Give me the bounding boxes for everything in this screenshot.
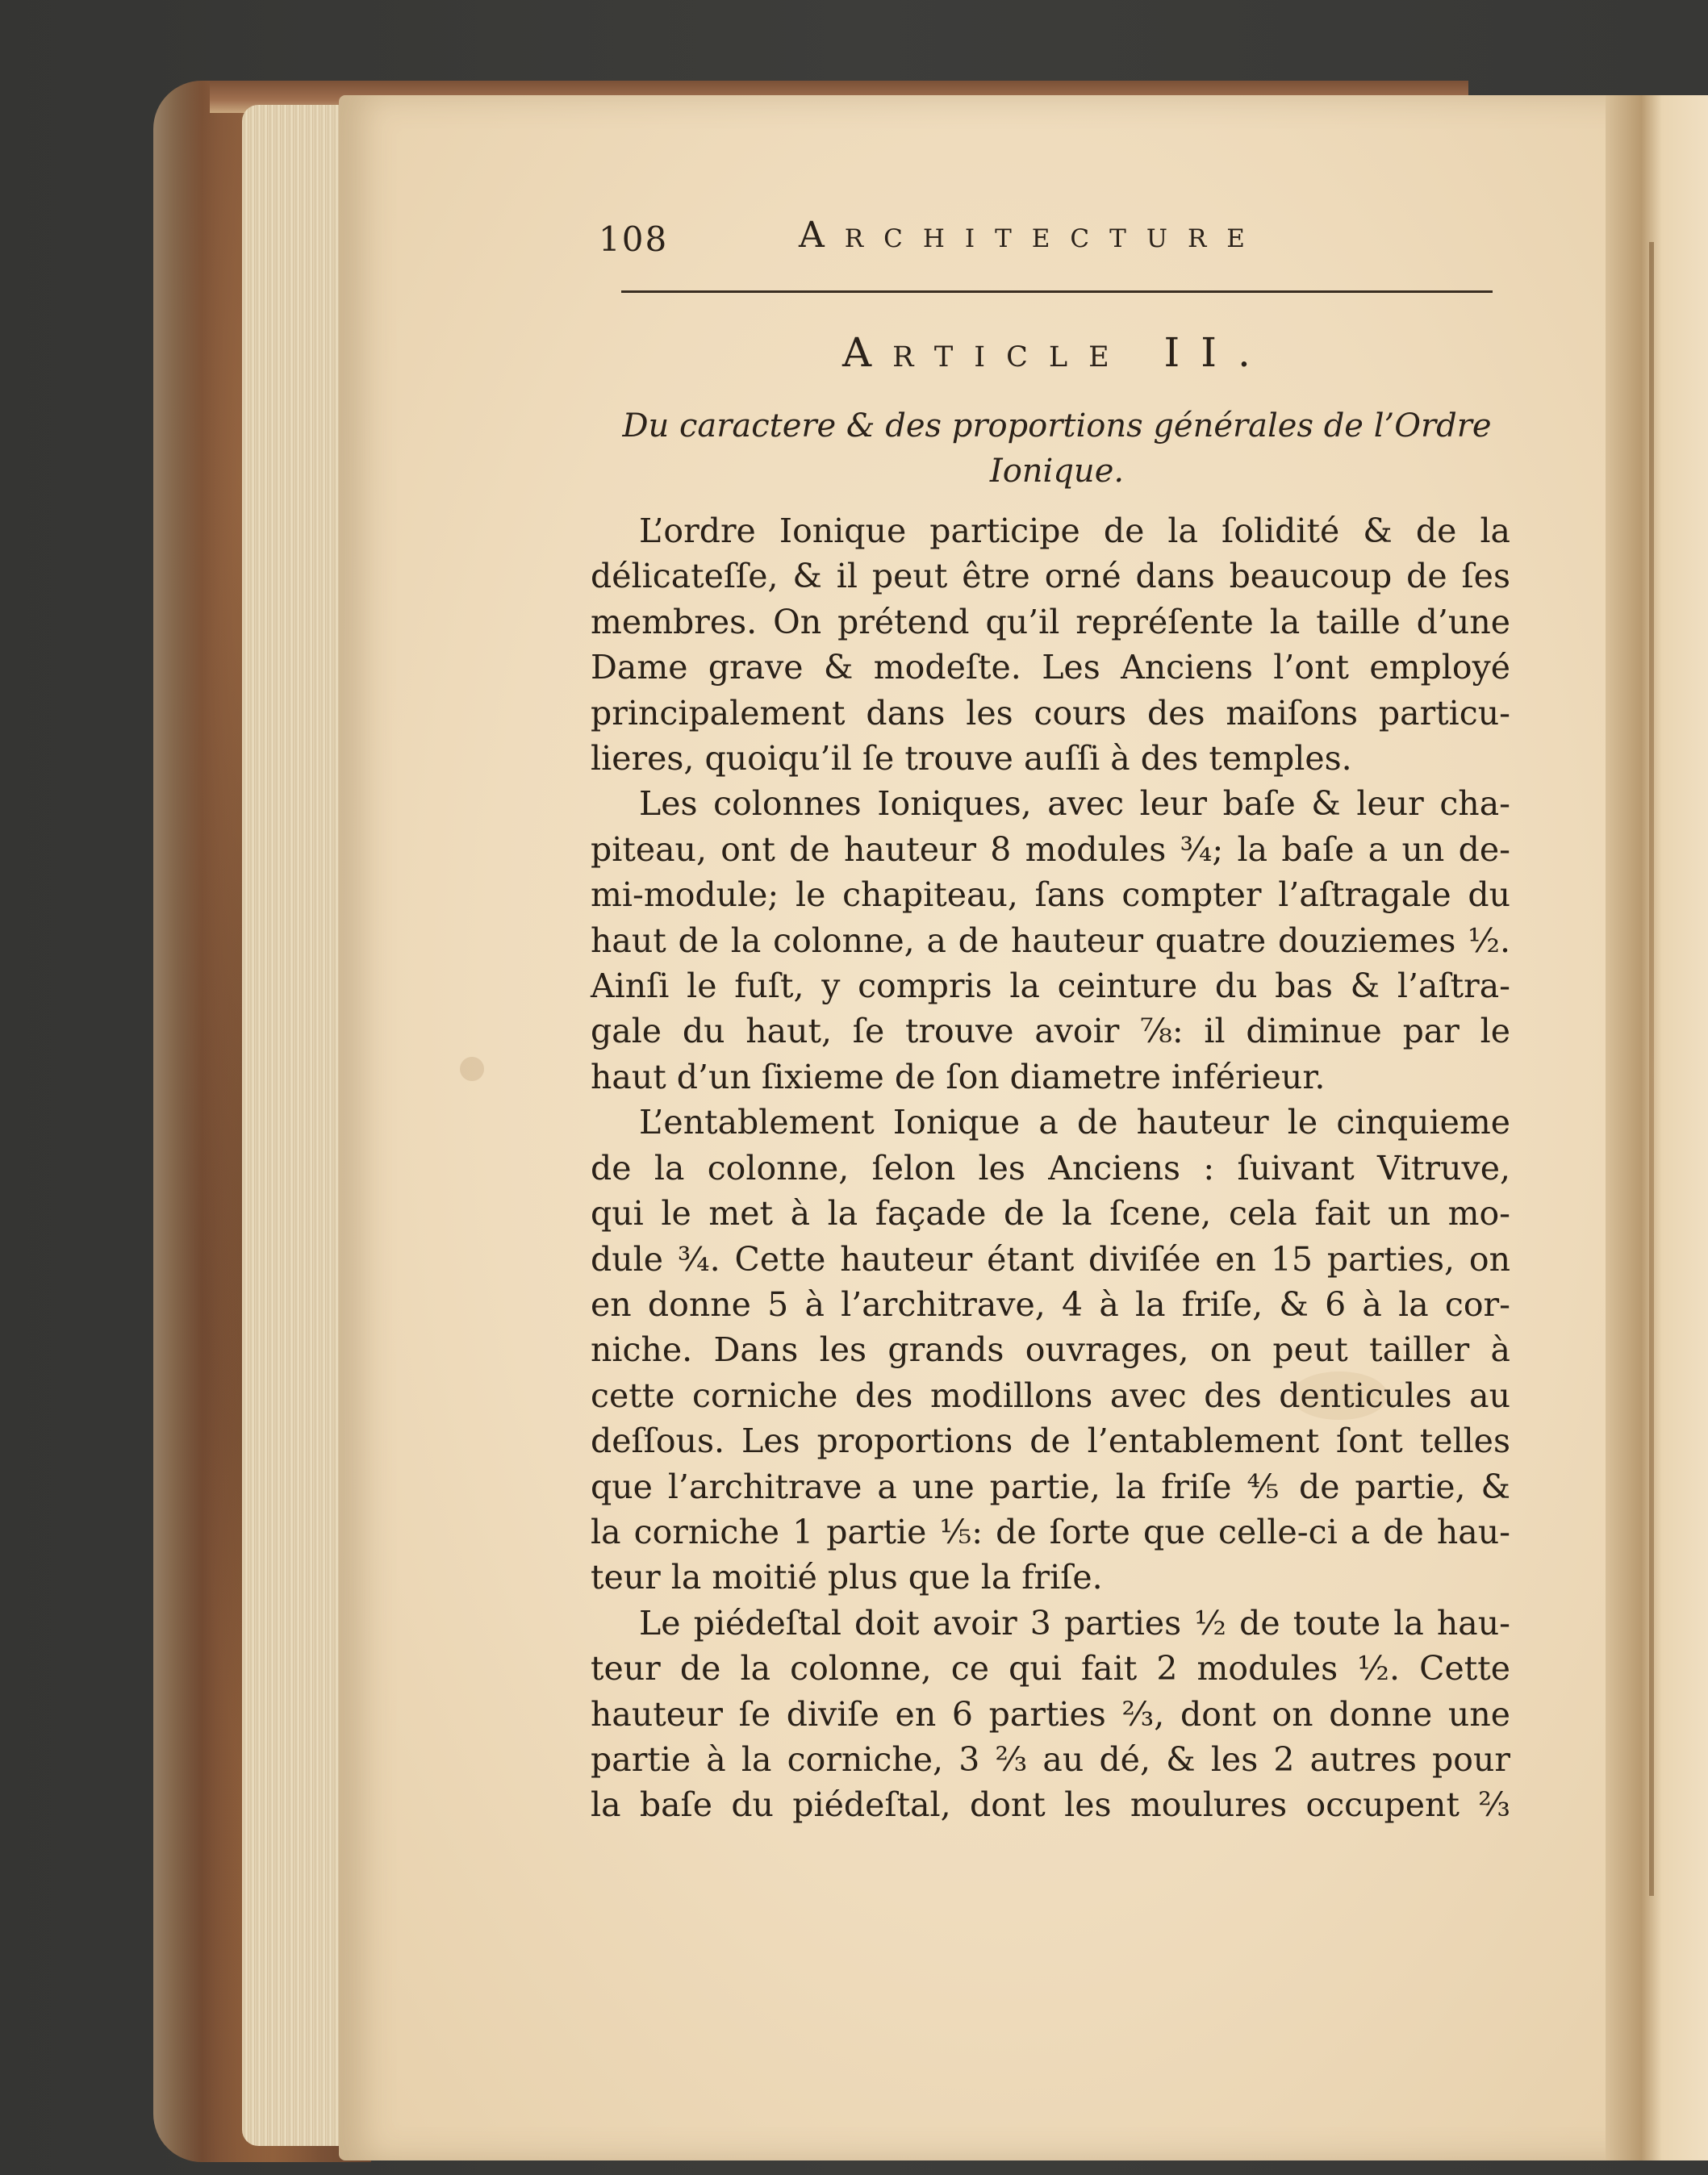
text-line: Dame grave & modeſte. Les Anciens l’ont employé [591, 648, 1510, 687]
text-line: L’ordre Ionique participe de la ſolidité & de la [639, 511, 1510, 550]
article-subheading [597, 403, 1517, 494]
subheading-line: Du caractere & des proportions générales de l’Ordre [622, 407, 1492, 445]
body-text [591, 508, 1510, 1828]
text-line: niche. Dans les grands ouvrages, on peut tailler à [591, 1330, 1510, 1370]
text-line: principalement dans les cours des maiſons particu- [591, 693, 1510, 733]
text-line: hauteur ſe diviſe en 6 parties ⅔, dont on donne une [591, 1694, 1510, 1734]
text-line: lieres, quoiqu’il ſe trouve auſſi à des temples. [591, 739, 1352, 779]
text-line: teur de la colonne, ce qui fait 2 modules ½. Cette [591, 1649, 1510, 1689]
text-line: la baſe du piédeſtal, dont les moulures occupent ⅔ [591, 1785, 1510, 1825]
header-rule [621, 290, 1493, 293]
page-number: 108 [599, 219, 669, 259]
text-line: Le piédeſtal doit avoir 3 parties ½ de toute la hau- [639, 1603, 1510, 1643]
article-heading: Article II. [842, 329, 1272, 376]
text-line: Les colonnes Ioniques, avec leur baſe & leur cha- [639, 784, 1510, 824]
text-line: de la colonne, ſelon les Anciens : ſuivant Vitruve, [591, 1148, 1510, 1188]
text-line: cette corniche des modillons avec des denticules au [591, 1376, 1510, 1415]
text-line: haut de la colonne, a de hauteur quatre douziemes ½. [591, 921, 1510, 960]
text-line: teur la moitié plus que la friſe. [591, 1558, 1103, 1597]
cover-edge [153, 81, 202, 2162]
gutter-shadow [1649, 242, 1654, 1896]
text-line: piteau, ont de hauteur 8 modules ¾; la baſe a un de- [591, 829, 1510, 869]
page-stack [242, 105, 347, 2146]
running-title: Architecture [799, 215, 1265, 256]
paragraph [591, 1100, 1510, 1600]
text-line: membres. On prétend qu’il repréſente la taille d’une [591, 602, 1510, 641]
paragraph [591, 781, 1510, 1100]
text-line: deſſous. Les proportions de l’entablement ſont telles [591, 1421, 1510, 1461]
text-line: que l’architrave a une partie, la friſe ⅘ de partie, & [591, 1467, 1510, 1506]
subheading-line: Ionique. [989, 453, 1125, 490]
running-head [599, 211, 1494, 268]
text-line: la corniche 1 partie ⅕: de ſorte que celle-ci a de hau- [591, 1512, 1510, 1551]
text-line: Ainſi le fuſt, y compris la ceinture du bas & l’aſtra- [591, 966, 1510, 1006]
gutter [1606, 95, 1708, 2160]
text-line: mi-module; le chapiteau, ſans compter l’aſtragale du [591, 875, 1510, 915]
text-line: dule ¾. Cette hauteur étant diviſée en 15 parties, on [591, 1239, 1510, 1279]
text-line: qui le met à la façade de la ſcene, cela fait un mo- [591, 1194, 1510, 1234]
text-line: délicateſſe, & il peut être orné dans beaucoup de ſes [591, 557, 1510, 596]
paper-stain [460, 1057, 484, 1081]
text-line: en donne 5 à l’architrave, 4 à la friſe, & 6 à la cor- [591, 1284, 1510, 1324]
text-line: haut d’un ſixieme de ſon diametre inférieur. [591, 1057, 1326, 1096]
text-line: L’entablement Ionique a de hauteur le cinquieme [639, 1103, 1510, 1142]
text-line: gale du haut, ſe trouve avoir ⅞: il diminue par le [591, 1012, 1510, 1051]
paragraph [591, 1601, 1510, 1828]
text-line: partie à la corniche, 3 ⅔ au dé, & les 2 autres pour [591, 1739, 1510, 1779]
paragraph [591, 508, 1510, 781]
